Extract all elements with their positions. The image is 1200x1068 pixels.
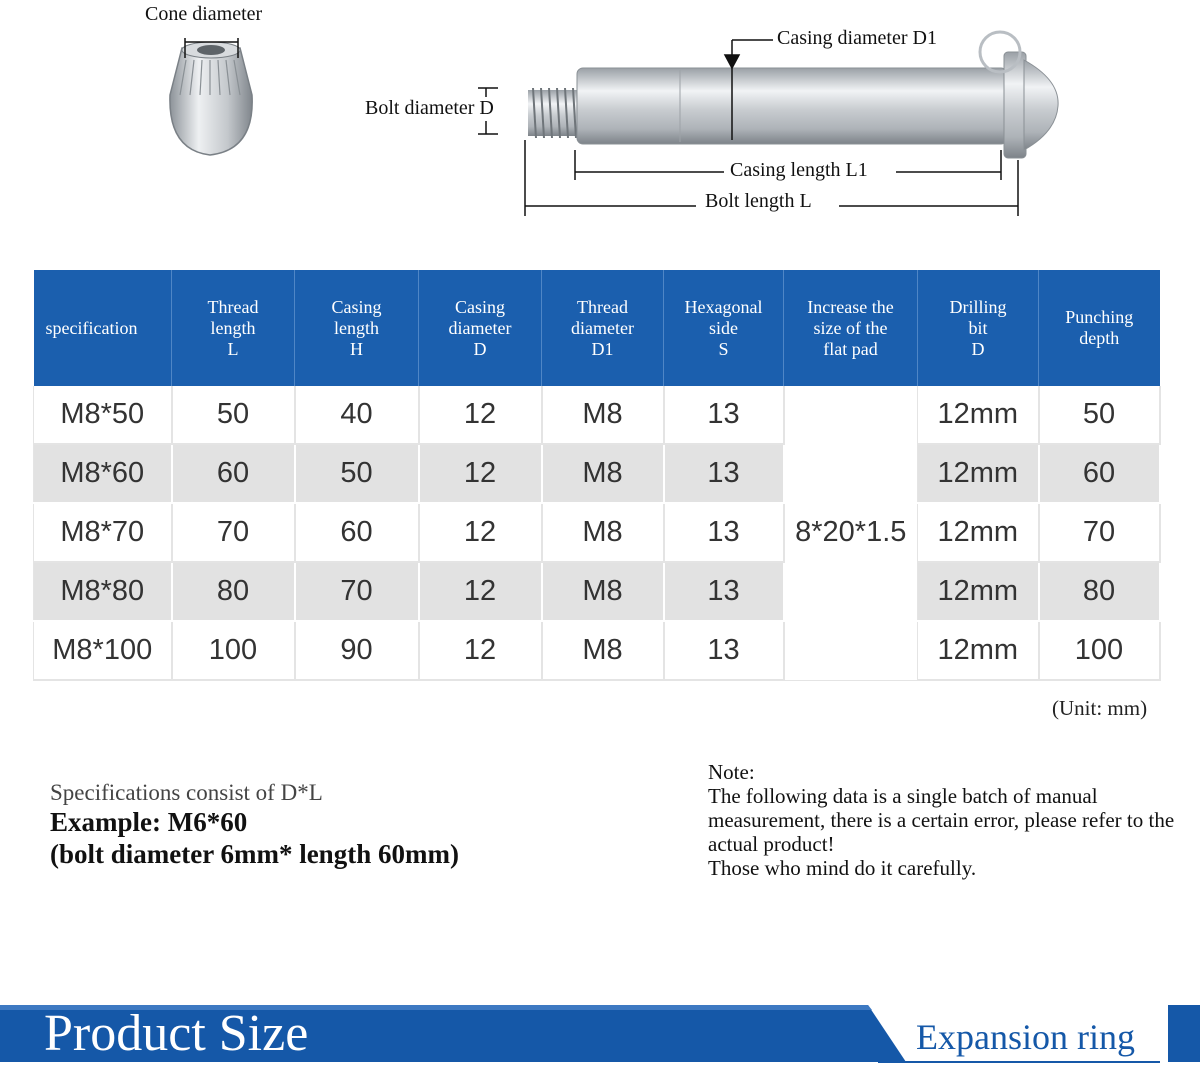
cell-thread-diameter: M8 — [542, 621, 664, 680]
cell-thread-length: 60 — [172, 444, 295, 503]
cell-hexagonal-side: 13 — [664, 562, 784, 621]
cell-punching-depth: 50 — [1039, 386, 1160, 444]
unit-note: (Unit: mm) — [1052, 696, 1148, 720]
spec-explanation — [50, 780, 459, 870]
spec-example-text: Example: M6*60 — [50, 807, 248, 837]
cell-thread-diameter: M8 — [542, 386, 664, 444]
cell-casing-length: 60 — [295, 503, 419, 562]
cell-specification: M8*80 — [34, 562, 172, 621]
spec-table — [33, 270, 1161, 681]
note-body: The following data is a single batch of manual measurement, there is a certain error, please refer to the actual product! — [708, 784, 1175, 856]
cell-hexagonal-side: 13 — [664, 444, 784, 503]
header-thread-length: Thread length L — [172, 270, 295, 386]
cell-thread-length: 50 — [172, 386, 295, 444]
header-casing-diameter: Casing diameter D — [419, 270, 542, 386]
measurement-note — [708, 760, 1178, 880]
cell-thread-diameter: M8 — [542, 503, 664, 562]
cell-specification: M8*50 — [34, 386, 172, 444]
header-hexagonal-side: Hexagonal side S — [664, 270, 784, 386]
cell-casing-diameter: 12 — [419, 386, 542, 444]
header-specification: specification — [34, 270, 172, 386]
footer-subtitle: Expansion ring — [916, 1017, 1135, 1057]
cell-specification: M8*70 — [34, 503, 172, 562]
cell-thread-diameter: M8 — [542, 444, 664, 503]
table-row — [34, 621, 1160, 680]
casing-diameter-label: Casing diameter D1 — [774, 27, 940, 50]
bolt-diameter-label: Bolt diameter D — [362, 97, 497, 120]
cell-casing-diameter: 12 — [419, 621, 542, 680]
cell-hexagonal-side: 13 — [664, 503, 784, 562]
cell-casing-length: 70 — [295, 562, 419, 621]
cell-casing-length: 90 — [295, 621, 419, 680]
cell-casing-length: 50 — [295, 444, 419, 503]
cell-specification: M8*60 — [34, 444, 172, 503]
cell-drilling-bit: 12mm — [918, 444, 1039, 503]
cell-casing-diameter: 12 — [419, 503, 542, 562]
cell-hexagonal-side: 13 — [664, 386, 784, 444]
cell-drilling-bit: 12mm — [918, 621, 1039, 680]
cell-hexagonal-side: 13 — [664, 621, 784, 680]
cell-drilling-bit: 12mm — [918, 386, 1039, 444]
cone-diameter-label: Cone diameter — [142, 3, 265, 26]
product-diagram — [0, 0, 1200, 230]
cell-thread-diameter: M8 — [542, 562, 664, 621]
header-punching-depth: Punching depth — [1039, 270, 1160, 386]
header-casing-length: Casing length H — [295, 270, 419, 386]
cell-punching-depth: 100 — [1039, 621, 1160, 680]
spec-example-detail: (bolt diameter 6mm* length 60mm) — [50, 839, 459, 869]
cell-casing-diameter: 12 — [419, 444, 542, 503]
cell-punching-depth: 80 — [1039, 562, 1160, 621]
cell-specification: M8*100 — [34, 621, 172, 680]
header-drilling-bit: Drilling bit D — [918, 270, 1039, 386]
cone-image — [170, 38, 252, 155]
bolt-length-label: Bolt length L — [702, 190, 815, 213]
cell-casing-diameter: 12 — [419, 562, 542, 621]
spec-format-text: Specifications consist of D*L — [50, 780, 323, 805]
cell-flat-pad: 8*20*1.5 — [784, 386, 918, 680]
table-row — [34, 503, 1160, 562]
casing-length-label: Casing length L1 — [727, 159, 871, 182]
cell-thread-length: 80 — [172, 562, 295, 621]
diagram-drawing — [0, 0, 1200, 230]
header-thread-diameter: Thread diameter D1 — [542, 270, 664, 386]
cell-punching-depth: 60 — [1039, 444, 1160, 503]
cell-thread-length: 100 — [172, 621, 295, 680]
note-title: Note: — [708, 760, 755, 784]
cell-thread-length: 70 — [172, 503, 295, 562]
cell-drilling-bit: 12mm — [918, 503, 1039, 562]
cell-punching-depth: 70 — [1039, 503, 1160, 562]
table-header-row — [34, 270, 1160, 386]
cell-drilling-bit: 12mm — [918, 562, 1039, 621]
table-row — [34, 386, 1160, 444]
header-flat-pad: Increase the size of the flat pad — [784, 270, 918, 386]
table-row — [34, 562, 1160, 621]
cell-casing-length: 40 — [295, 386, 419, 444]
bolt-image — [528, 32, 1058, 158]
footer-banner — [0, 1000, 1200, 1068]
table-row — [34, 444, 1160, 503]
footer-title: Product Size — [44, 1005, 309, 1062]
note-last-line: Those who mind do it carefully. — [708, 856, 977, 880]
